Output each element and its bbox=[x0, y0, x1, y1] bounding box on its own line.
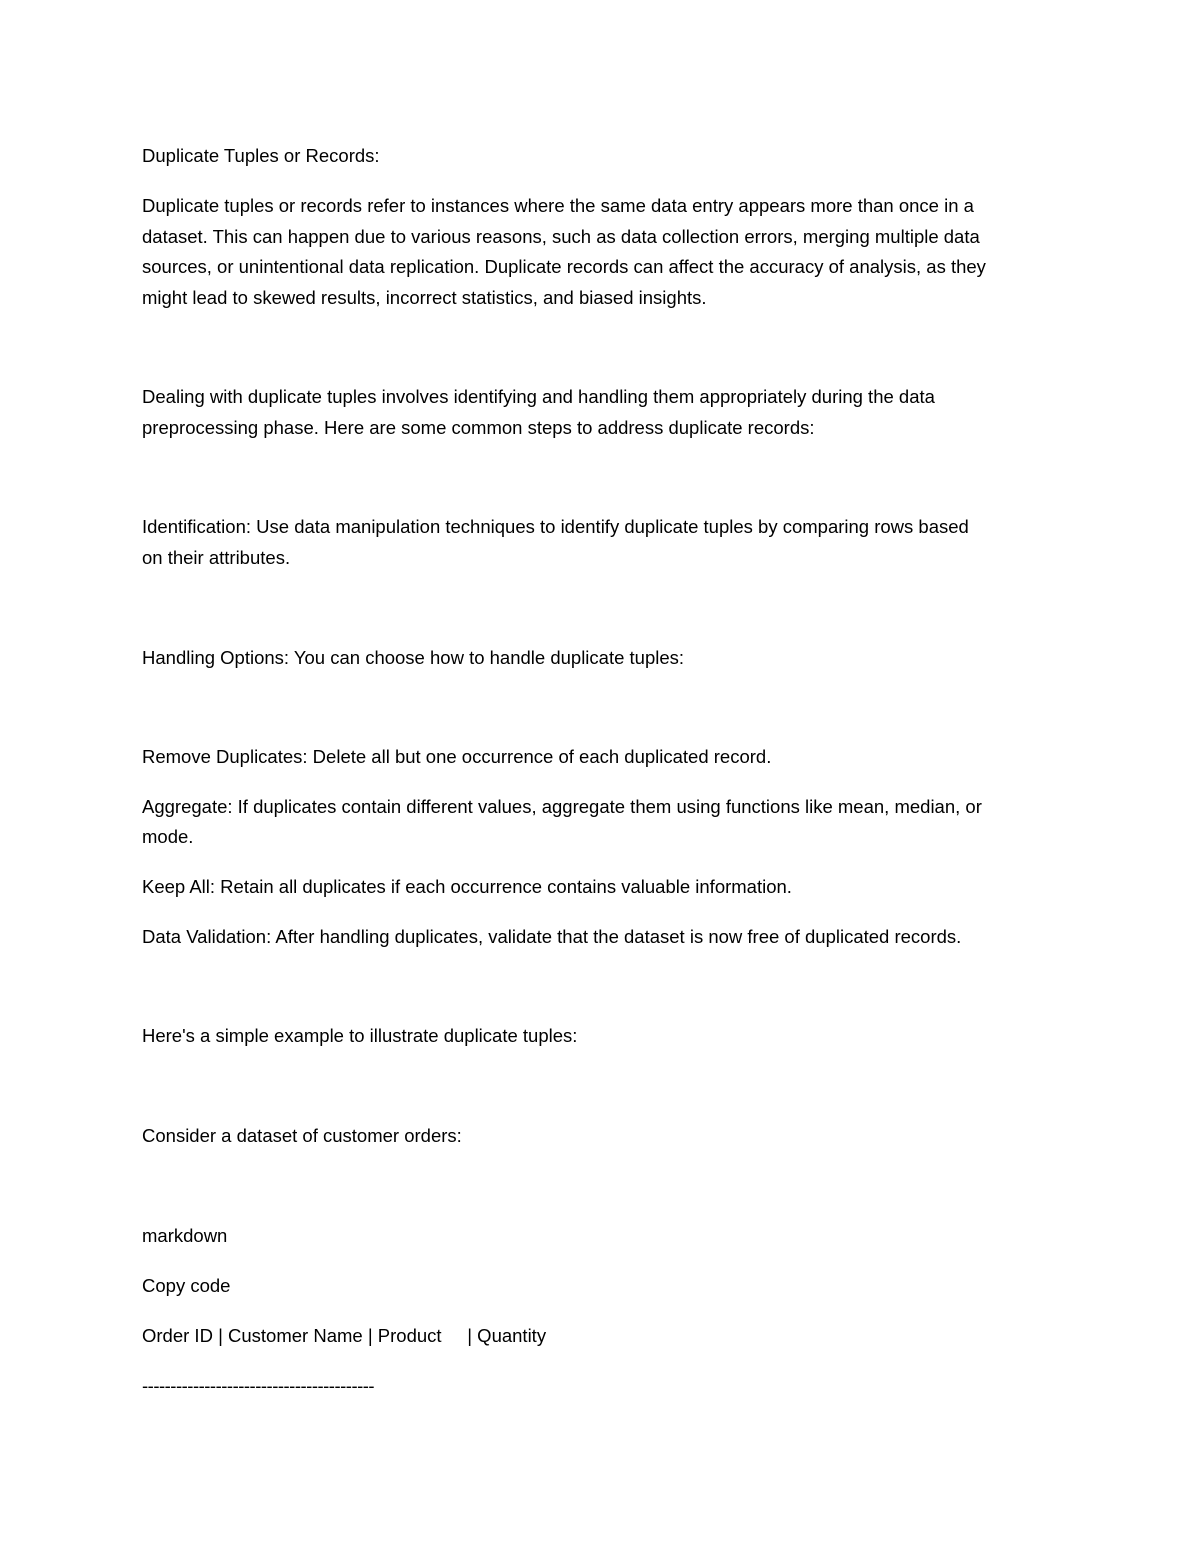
dealing-line-2: preprocessing phase. Here are some common steps to address duplicate records: bbox=[142, 417, 815, 438]
identification-line-1: Identification: Use data manipulation techniques to identify duplicate tuples by comparing rows based bbox=[142, 516, 969, 537]
section-heading: Duplicate Tuples or Records: bbox=[142, 145, 380, 166]
handling-options: Handling Options: You can choose how to handle duplicate tuples: bbox=[142, 647, 685, 668]
keep-all: Keep All: Retain all duplicates if each occurrence contains valuable information. bbox=[142, 876, 792, 897]
identification-line-2: on their attributes. bbox=[142, 547, 291, 568]
aggregate-line-2: mode. bbox=[142, 826, 194, 847]
table-separator: ----------------------------------------- bbox=[142, 1375, 375, 1396]
aggregate-line-1: Aggregate: If duplicates contain different values, aggregate them using functions like mean, median, or bbox=[142, 796, 982, 817]
intro-line-1: Duplicate tuples or records refer to instances where the same data entry appears more than once in a bbox=[142, 195, 974, 216]
dealing-line-1: Dealing with duplicate tuples involves identifying and handling them appropriately during the data bbox=[142, 386, 935, 407]
example-intro: Here's a simple example to illustrate duplicate tuples: bbox=[142, 1025, 578, 1046]
intro-line-4: might lead to skewed results, incorrect statistics, and biased insights. bbox=[142, 287, 707, 308]
intro-line-2: dataset. This can happen due to various reasons, such as data collection errors, merging multiple data bbox=[142, 226, 980, 247]
intro-line-3: sources, or unintentional data replication. Duplicate records can affect the accuracy of analysis, as they bbox=[142, 256, 986, 277]
remove-duplicates: Remove Duplicates: Delete all but one occurrence of each duplicated record. bbox=[142, 746, 772, 767]
copy-code-text: Copy code bbox=[142, 1275, 231, 1296]
code-language-label: markdown bbox=[142, 1225, 228, 1246]
data-validation: Data Validation: After handling duplicates, validate that the dataset is now free of duplicated records. bbox=[142, 926, 962, 947]
consider-text: Consider a dataset of customer orders: bbox=[142, 1125, 462, 1146]
table-header-row: Order ID | Customer Name | Product | Quantity bbox=[142, 1325, 547, 1346]
